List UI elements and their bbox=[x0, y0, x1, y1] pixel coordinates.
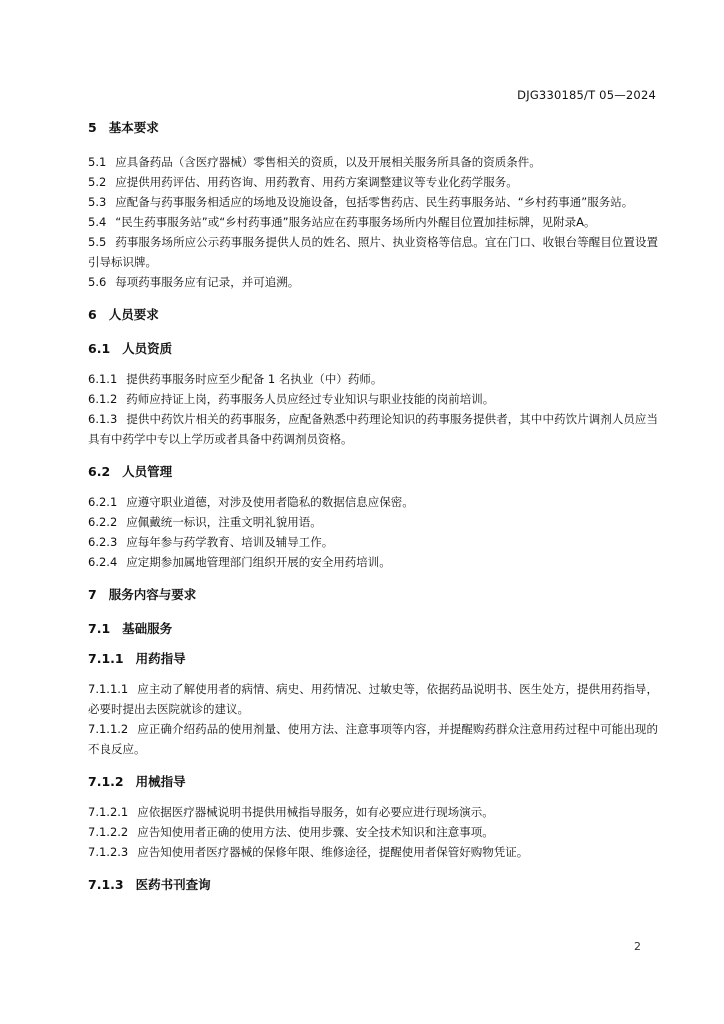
clause-6-2-1: 6.2.1 应遵守职业道德，对涉及使用者隐私的数据信息应保密。 bbox=[88, 495, 414, 509]
section-heading: 7 服务内容与要求 bbox=[88, 587, 197, 602]
page-number: 2 bbox=[634, 940, 641, 953]
clause-5-3: 5.3 应配备与药事服务相适应的场地及设施设备，包括零售药店、民生药事服务站、“乡村药事通”服务站。 bbox=[88, 195, 634, 209]
clause-5-1: 5.1 应具备药品（含医疗器械）零售相关的资质，以及开展相关服务所具备的资质条件。 bbox=[88, 155, 541, 169]
clause-7-1-2-3: 7.1.2.3 应告知使用者医疗器械的保修年限、维修途径，提醒使用者保管好购物凭证。 bbox=[88, 845, 529, 859]
clause-7-1-2-1: 7.1.2.1 应依据医疗器械说明书提供用械指导服务，如有必要应进行现场演示。 bbox=[88, 805, 494, 819]
clause-6-2-4: 6.2.4 应定期参加属地管理部门组织开展的安全用药培训。 bbox=[88, 555, 391, 569]
subsubsection-heading: 7.1.2 用械指导 bbox=[88, 774, 186, 789]
subsubsection-heading: 7.1.3 医药书刊查询 bbox=[88, 877, 211, 892]
clause-5-5: 5.5 药事服务场所应公示药事服务提供人员的姓名、照片、执业资格等信息。宜在门口、收银台等醒目位置设置引导标识牌。 bbox=[88, 235, 658, 269]
subsection-heading: 6.2 人员管理 bbox=[88, 464, 173, 479]
section-heading: 6 人员要求 bbox=[88, 307, 159, 322]
clause-5-2: 5.2 应提供用药评估、用药咨询、用药教育、用药方案调整建议等专业化药学服务。 bbox=[88, 175, 518, 189]
clause-6-2-3: 6.2.3 应每年参与药学教育、培训及辅导工作。 bbox=[88, 535, 334, 549]
subsection-heading: 7.1 基础服务 bbox=[88, 621, 173, 636]
subsubsection-heading: 7.1.1 用药指导 bbox=[88, 651, 186, 666]
clause-7-1-1-1: 7.1.1.1 应主动了解使用者的病情、病史、用药情况、过敏史等，依据药品说明书、医生处方，提供用药指导，必要时提出去医院就诊的建议。 bbox=[88, 682, 658, 716]
clause-5-6: 5.6 每项药事服务应有记录，并可追溯。 bbox=[88, 275, 300, 289]
clause-7-1-1-2: 7.1.1.2 应正确介绍药品的使用剂量、使用方法、注意事项等内容，并提醒购药群众注意用药过程中可能出现的不良反应。 bbox=[88, 722, 658, 756]
clause-5-4: 5.4 “民生药事服务站”或“乡村药事通”服务站应在药事服务场所内外醒目位置加挂标牌，见附录A。 bbox=[88, 215, 596, 229]
clause-7-1-2-2: 7.1.2.2 应告知使用者正确的使用方法、使用步骤、安全技术知识和注意事项。 bbox=[88, 825, 494, 839]
clause-6-1-3: 6.1.3 提供中药饮片相关的药事服务，应配备熟悉中药理论知识的药事服务提供者，其中中药饮片调剂人员应当具有中药学中专以上学历或者具备中药调剂员资格。 bbox=[88, 412, 658, 446]
standard-code: DJG330185/T 05—2024 bbox=[517, 88, 656, 102]
section-heading: 5 基本要求 bbox=[88, 120, 159, 135]
clause-6-1-1: 6.1.1 提供药事服务时应至少配备 1 名执业（中）药师。 bbox=[88, 372, 383, 386]
clause-6-1-2: 6.1.2 药师应持证上岗，药事服务人员应经过专业知识与职业技能的岗前培训。 bbox=[88, 392, 495, 406]
clause-6-2-2: 6.2.2 应佩戴统一标识，注重文明礼貌用语。 bbox=[88, 515, 322, 529]
document-body bbox=[88, 118, 658, 905]
subsection-heading: 6.1 人员资质 bbox=[88, 341, 173, 356]
